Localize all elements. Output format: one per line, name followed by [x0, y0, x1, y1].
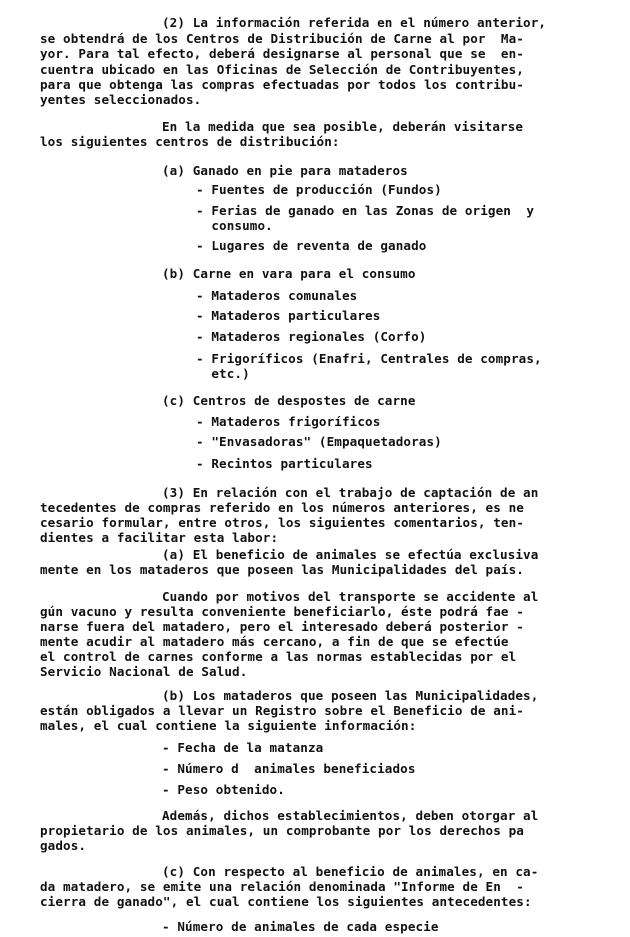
transport-paragraph-line-3: narse fuera del matadero, pero el interesado deberá posterior - [40, 619, 524, 634]
paragraph-3c-line-3: cierra de ganado", el cual contiene los siguientes antecedentes: [40, 894, 532, 909]
list-c-item: - Mataderos frigoríficos [196, 414, 381, 429]
list-a-item: - Ferias de ganado en las Zonas de origen y [196, 203, 535, 218]
list-b-item: - Mataderos particulares [196, 308, 381, 323]
paragraph-3-line-3: cesario formular, entre otros, los siguientes comentarios, ten- [40, 515, 524, 530]
paragraph-2-line-2: se obtendrá de los Centros de Distribución de Carne al por Ma- [40, 31, 524, 46]
list-a-item: consumo. [196, 218, 273, 233]
list-b-item: etc.) [196, 366, 250, 381]
transport-paragraph-line-5: el control de carnes conforme a las normas establecidas por el [40, 649, 517, 664]
transport-paragraph-line-6: Servicio Nacional de Salud. [40, 664, 248, 679]
info-list-item: - Número d animales beneficiados [162, 761, 416, 776]
list-b-item: - Frigoríficos (Enafri, Centrales de compras, [196, 351, 542, 366]
list-b-item: - Mataderos comunales [196, 288, 358, 303]
paragraph-3c-line-1: (c) Con respecto al beneficio de animales, en ca- [162, 864, 539, 879]
list-b-heading: (b) Carne en vara para el consumo [162, 266, 416, 281]
paragraph-2-line-1: (2) La información referida en el número anterior, [162, 15, 547, 30]
ademas-paragraph-line-1: Además, dichos establecimientos, deben otorgar al [162, 808, 539, 823]
ademas-paragraph-line-3: gados. [40, 838, 87, 853]
transport-paragraph-line-4: mente acudir al matadero más cercano, a fin de que se efectúe [40, 634, 509, 649]
paragraph-3c-line-2: da matadero, se emite una relación denominada "Informe de En - [40, 879, 524, 894]
info-list-item: - Peso obtenido. [162, 782, 285, 797]
list-a-item: - Lugares de reventa de ganado [196, 238, 427, 253]
paragraph-3-line-2: tecedentes de compras referido en los números anteriores, es ne [40, 500, 524, 515]
paragraph-3b-line-2: están obligados a llevar un Registro sobre el Beneficio de ani- [40, 703, 524, 718]
info-list-item: - Fecha de la matanza [162, 740, 324, 755]
paragraph-2-line-6: yentes seleccionados. [40, 92, 202, 107]
list-c-item: - "Envasadoras" (Empaquetadoras) [196, 434, 442, 449]
visit-paragraph-line-1: En la medida que sea posible, deberán visitarse [162, 119, 524, 134]
list-c-item: - Recintos particulares [196, 456, 373, 471]
paragraph-2-line-5: para que obtenga las compras efectuadas por todos los contribu- [40, 77, 524, 92]
transport-paragraph-line-2: gún vacuno y resulta conveniente beneficiarlo, éste podrá fae - [40, 604, 524, 619]
paragraph-3b-line-1: (b) Los mataderos que poseen las Municipalidades, [162, 688, 539, 703]
visit-paragraph-line-2: los siguientes centros de distribución: [40, 134, 340, 149]
paragraph-3a-line-1: (a) El beneficio de animales se efectúa exclusiva [162, 547, 539, 562]
paragraph-2-line-4: cuentra ubicado en las Oficinas de Selección de Contribuyentes, [40, 62, 524, 77]
list-c-heading: (c) Centros de despostes de carne [162, 393, 416, 408]
list-a-heading: (a) Ganado en pie para mataderos [162, 163, 408, 178]
paragraph-3b-line-3: males, el cual contiene la siguiente información: [40, 718, 417, 733]
final-list-item: - Número de animales de cada especie [162, 919, 439, 934]
list-a-item: - Fuentes de producción (Fundos) [196, 182, 442, 197]
list-b-item: - Mataderos regionales (Corfo) [196, 329, 427, 344]
paragraph-3a-line-2: mente en los mataderos que poseen las Municipalidades del país. [40, 562, 524, 577]
paragraph-3-line-4: dientes a facilitar esta labor: [40, 530, 279, 545]
paragraph-3-line-1: (3) En relación con el trabajo de captación de an [162, 485, 539, 500]
paragraph-2-line-3: yor. Para tal efecto, deberá designarse al personal que se en- [40, 46, 524, 61]
ademas-paragraph-line-2: propietario de los animales, un comprobante por los derechos pa [40, 823, 524, 838]
transport-paragraph-line-1: Cuando por motivos del transporte se accidente al [162, 589, 539, 604]
